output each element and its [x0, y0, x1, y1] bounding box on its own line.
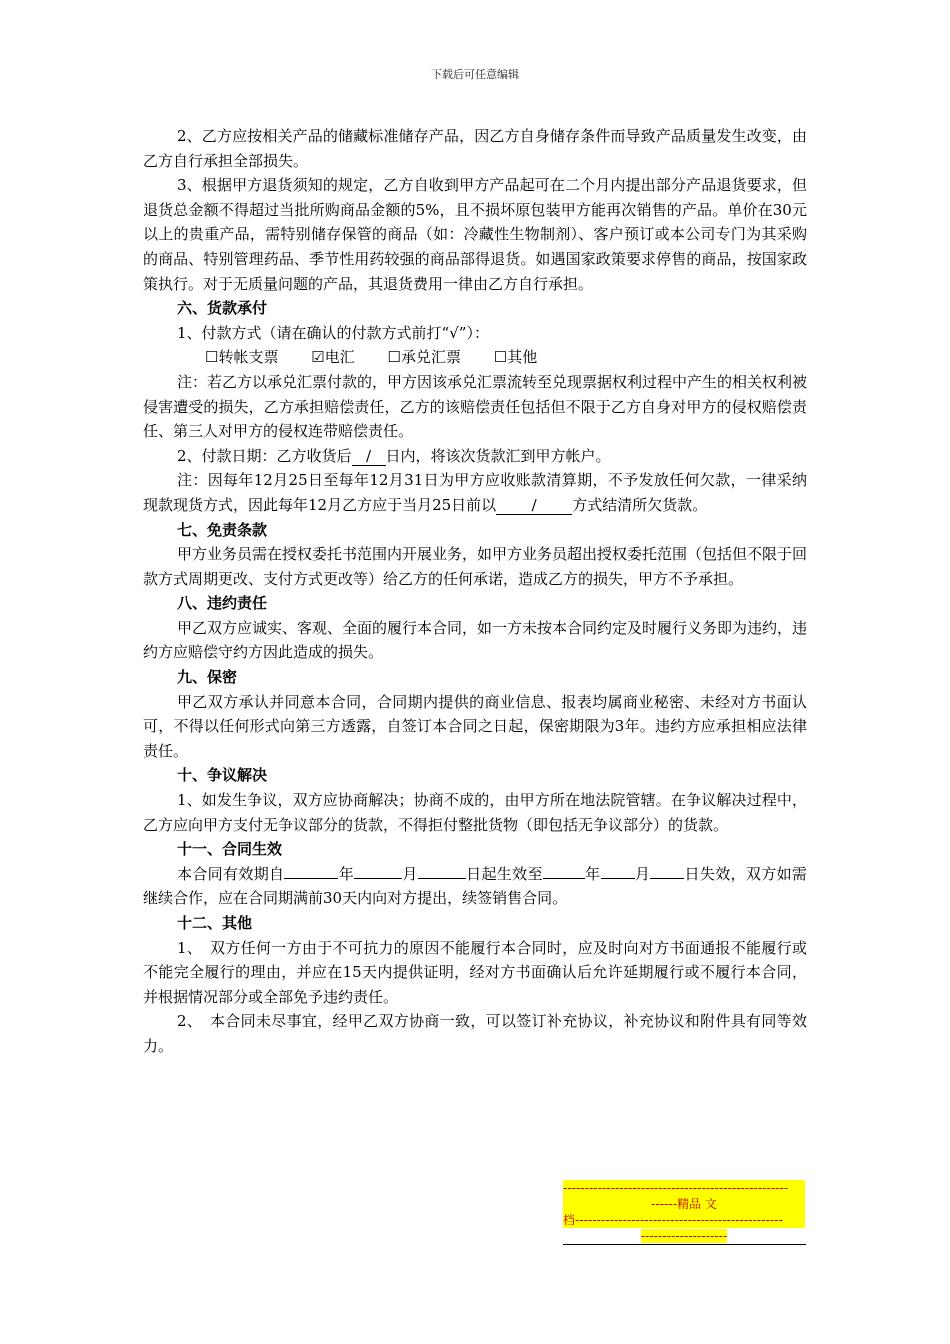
section-other-item-1: 1、 双方任何一方由于不可抗力的原因不能履行本合同时，应及时向对方书面通报不能履行或不能完全履行的理由，并应在15天内提供证明，经对方书面确认后允许延期履行或不履行本合同，并根据情况部分或全部免予违约责任。	[143, 938, 807, 1006]
footer-line-4: --------------------	[640, 1229, 728, 1243]
option-label: 其他	[507, 348, 538, 367]
payment-method-text: 1、付款方式（请在确认的付款方式前打“√”）：	[177, 323, 489, 342]
payment-note-2: 注：因每年12月25日至每年12月31日为甲方应收账款清算期，不予发放任何欠款，一律采纳现款现货方式，因此每年12月乙方应于当月25日前以 / 方式结清所欠货款。	[143, 471, 807, 514]
section-effect-title: 十一、合同生效	[177, 840, 283, 859]
end-day-blank[interactable]	[650, 878, 684, 879]
start-month-blank[interactable]	[354, 878, 402, 879]
option-wire[interactable]	[311, 345, 354, 370]
payment-method-blank[interactable]: /	[496, 496, 572, 515]
footer-line-2: ------精品 文	[563, 1196, 805, 1212]
document-body	[143, 124, 807, 1059]
option-other[interactable]	[494, 345, 537, 370]
payment-note-1: 注：若乙方以承兑汇票付款的，甲方因该承兑汇票流转至兑现票据权利过程中产生的相关权利被侵害遭受的损失，乙方承担赔偿责任，乙方的该赔偿责任包括但不限于乙方自身对甲方的侵权赔偿责任、第三人对甲方的侵权连带赔偿责任。	[143, 372, 808, 441]
section-dispute-title: 十、争议解决	[177, 766, 268, 785]
checkbox-icon[interactable]: ☐	[387, 348, 401, 367]
checkbox-checked-icon[interactable]: ☑	[311, 348, 325, 367]
start-year-blank[interactable]	[284, 878, 338, 879]
start-day-blank[interactable]	[418, 878, 466, 879]
payment-options	[143, 345, 807, 370]
section-disclaimer-title: 七、免责条款	[177, 520, 268, 539]
option-label: 电汇	[324, 348, 355, 367]
footer-watermark	[563, 1180, 805, 1244]
section-dispute-body: 1、如发生争议，双方应协商解决；协商不成的，由甲方所在地法院管辖。在争议解决过程中，乙方应向甲方支付无争议部分的货款，不得拒付整批货物（即包括无争议部分）的货款。	[143, 791, 807, 834]
end-month-blank[interactable]	[601, 878, 635, 879]
option-transfer-check[interactable]	[205, 345, 278, 370]
footer-line-1: ----------------------------------------------------	[563, 1180, 805, 1196]
footer-rule	[563, 1244, 806, 1245]
section-other-title: 十二、其他	[177, 914, 253, 932]
section-confidentiality-title: 九、保密	[177, 668, 238, 687]
section-payment-title: 六、货款承付	[177, 299, 268, 318]
end-year-blank[interactable]	[543, 878, 585, 879]
page-header: 下载后可任意编辑	[431, 68, 519, 81]
section-disclaimer-body: 甲方业务员需在授权委托书范围内开展业务，如甲方业务员超出授权委托范围（包括但不限于回款方式周期更改、支付方式更改等）给乙方的任何承诺，造成乙方的损失，甲方不予承担。	[143, 545, 808, 588]
payment-days-blank[interactable]: /	[352, 447, 386, 466]
section-breach-body: 甲乙双方应诚实、客观、全面的履行本合同，如一方未按本合同约定及时履行义务即为违约，违约方应赔偿守约方因此造成的损失。	[143, 618, 808, 662]
section-breach-title: 八、违约责任	[177, 594, 268, 613]
checkbox-icon[interactable]: ☐	[205, 348, 219, 367]
option-label: 承兑汇票	[400, 348, 461, 367]
option-label: 转帐支票	[218, 348, 279, 367]
option-acceptance-bill[interactable]	[388, 345, 461, 370]
section-other-item-2: 2、 本合同未尽事宜，经甲乙双方协商一致，可以签订补充协议，补充协议和附件具有同等效力。	[143, 1012, 807, 1055]
checkbox-icon[interactable]: ☐	[493, 348, 508, 367]
footer-line-3: 档------------------------------------------------	[563, 1212, 805, 1228]
section-confidentiality-body: 甲乙双方承认并同意本合同，合同期内提供的商业信息、报表均属商业秘密、未经对方书面认可，不得以任何形式向第三方透露，自签订本合同之日起，保密期限为3年。违约方应承担相应法律责任。	[143, 692, 807, 760]
paragraph-returns: 3、根据甲方退货须知的规定，乙方自收到甲方产品起可在二个月内提出部分产品退货要求，但退货总金额不得超过当批所购商品金额的5%，且不损坏原包装甲方能再次销售的产品。单价在30元以上的贵重产品，需特别储存保管的商品（如：冷藏性生物制剂）、客户预订或本公司专门为其采购的商品、特别管理药品、季节性用药较强的商品部得退货。如遇国家政策要求停售的商品，按国家政策执行。对于无质量问题的产品，其退货费用一律由乙方自行承担。	[143, 176, 807, 293]
paragraph-storage: 2、乙方应按相关产品的储藏标准储存产品，因乙方自身储存条件而导致产品质量发生改变，由乙方自行承担全部损失。	[143, 127, 807, 170]
section-effect-body: 本合同有效期自 年 月 日起生效至 年 月 日失效，双方如需继续合作，应在合同期满前30天内向对方提出，续签销售合同。	[143, 864, 807, 908]
payment-date: 2、付款日期：乙方收货后 / 日内，将该次货款汇到甲方帐户。	[177, 446, 611, 465]
